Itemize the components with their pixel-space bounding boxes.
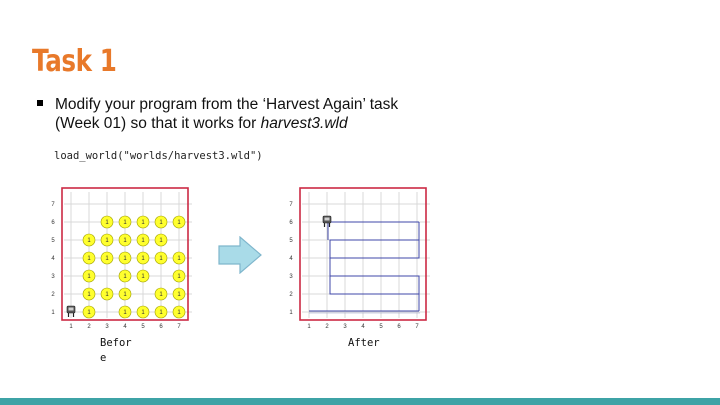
before-y-tick: 6: [51, 220, 55, 226]
before-caption: Before: [100, 337, 132, 364]
bullet-line-1: Modify your program from the ‘Harvest Again’ task: [55, 96, 399, 113]
after-world-grid: [282, 186, 432, 331]
beeper-count: 1: [177, 220, 181, 226]
after-x-tick: 6: [397, 324, 401, 330]
beeper: [101, 252, 113, 264]
beeper: [173, 288, 185, 300]
after-y-tick: 6: [289, 220, 293, 226]
beeper-count: 1: [141, 310, 145, 316]
beeper: [137, 270, 149, 282]
beeper-count: 1: [177, 292, 181, 298]
after-x-tick: 2: [325, 324, 329, 330]
beeper: [119, 288, 131, 300]
beeper: [119, 270, 131, 282]
beeper: [119, 216, 131, 228]
before-x-tick: 4: [123, 324, 127, 330]
beeper-count: 1: [159, 292, 163, 298]
after-y-tick: 1: [289, 310, 293, 316]
beeper-count: 1: [159, 220, 163, 226]
beeper-count: 1: [87, 238, 91, 244]
before-x-tick: 6: [159, 324, 163, 330]
robot-screen: [325, 218, 330, 221]
before-y-tick: 3: [51, 274, 55, 280]
beeper-count: 1: [105, 256, 109, 262]
beeper-count: 1: [87, 310, 91, 316]
before-y-tick: 1: [51, 310, 55, 316]
after-y-tick: 3: [289, 274, 293, 280]
slide-title: Task 1: [32, 44, 117, 79]
after-x-tick: 7: [415, 324, 419, 330]
beeper: [119, 306, 131, 318]
bottom-accent-bar: [0, 398, 720, 405]
beeper-count: 1: [159, 256, 163, 262]
beeper: [173, 216, 185, 228]
beeper: [155, 216, 167, 228]
beeper-count: 1: [105, 238, 109, 244]
before-y-tick: 2: [51, 292, 55, 298]
before-x-tick: 1: [69, 324, 73, 330]
bullet-text: [55, 95, 398, 133]
beeper: [155, 306, 167, 318]
beeper: [173, 306, 185, 318]
before-x-tick: 3: [105, 324, 109, 330]
beeper-count: 1: [141, 220, 145, 226]
world-file-name: harvest3.wld: [260, 115, 348, 132]
bullet-marker: [37, 100, 43, 106]
beeper-count: 1: [141, 256, 145, 262]
beeper: [83, 234, 95, 246]
beeper: [155, 288, 167, 300]
after-y-tick: 2: [289, 292, 293, 298]
beeper: [155, 252, 167, 264]
after-x-tick: 5: [379, 324, 383, 330]
beeper-count: 1: [105, 292, 109, 298]
beeper: [119, 234, 131, 246]
path-loop-rows-2-3: [330, 276, 419, 294]
before-world-grid: [44, 186, 194, 331]
before-x-tick: 2: [87, 324, 91, 330]
beeper: [101, 288, 113, 300]
beeper-count: 1: [177, 310, 181, 316]
beeper: [137, 252, 149, 264]
beeper-count: 1: [123, 310, 127, 316]
before-y-tick: 7: [51, 202, 55, 208]
beeper-count: 1: [177, 274, 181, 280]
before-y-tick: 4: [51, 256, 55, 262]
beeper-count: 1: [87, 274, 91, 280]
beeper-count: 1: [123, 292, 127, 298]
beeper: [101, 216, 113, 228]
beeper-count: 1: [123, 238, 127, 244]
beeper: [137, 216, 149, 228]
after-x-tick: 3: [343, 324, 347, 330]
beeper: [83, 252, 95, 264]
beeper: [137, 306, 149, 318]
beeper-count: 1: [123, 220, 127, 226]
beeper: [83, 306, 95, 318]
code-snippet: load_world("worlds/harvest3.wld"): [54, 150, 263, 162]
beeper-count: 1: [87, 256, 91, 262]
right-arrow-icon: [218, 236, 262, 274]
beeper: [173, 270, 185, 282]
after-y-tick: 5: [289, 238, 293, 244]
robot-screen: [69, 308, 74, 311]
beeper-count: 1: [141, 238, 145, 244]
beeper: [83, 288, 95, 300]
after-caption: After: [348, 337, 380, 349]
beeper-count: 1: [123, 274, 127, 280]
beeper-count: 1: [159, 310, 163, 316]
beeper: [155, 234, 167, 246]
after-y-tick: 7: [289, 202, 293, 208]
beeper: [137, 234, 149, 246]
before-x-tick: 5: [141, 324, 145, 330]
before-x-tick: 7: [177, 324, 181, 330]
before-y-tick: 5: [51, 238, 55, 244]
after-x-tick: 1: [307, 324, 311, 330]
after-x-tick: 4: [361, 324, 365, 330]
beeper-count: 1: [141, 274, 145, 280]
beeper-count: 1: [159, 238, 163, 244]
beeper-count: 1: [123, 256, 127, 262]
path-loop-rows-4-5: [330, 240, 419, 258]
beeper: [173, 252, 185, 264]
after-y-tick: 4: [289, 256, 293, 262]
beeper-count: 1: [105, 220, 109, 226]
beeper-count: 1: [87, 292, 91, 298]
beeper: [119, 252, 131, 264]
beeper-count: 1: [177, 256, 181, 262]
beeper: [83, 270, 95, 282]
bullet-line-2-prefix: (Week 01) so that it works for: [55, 115, 261, 132]
beeper: [101, 234, 113, 246]
